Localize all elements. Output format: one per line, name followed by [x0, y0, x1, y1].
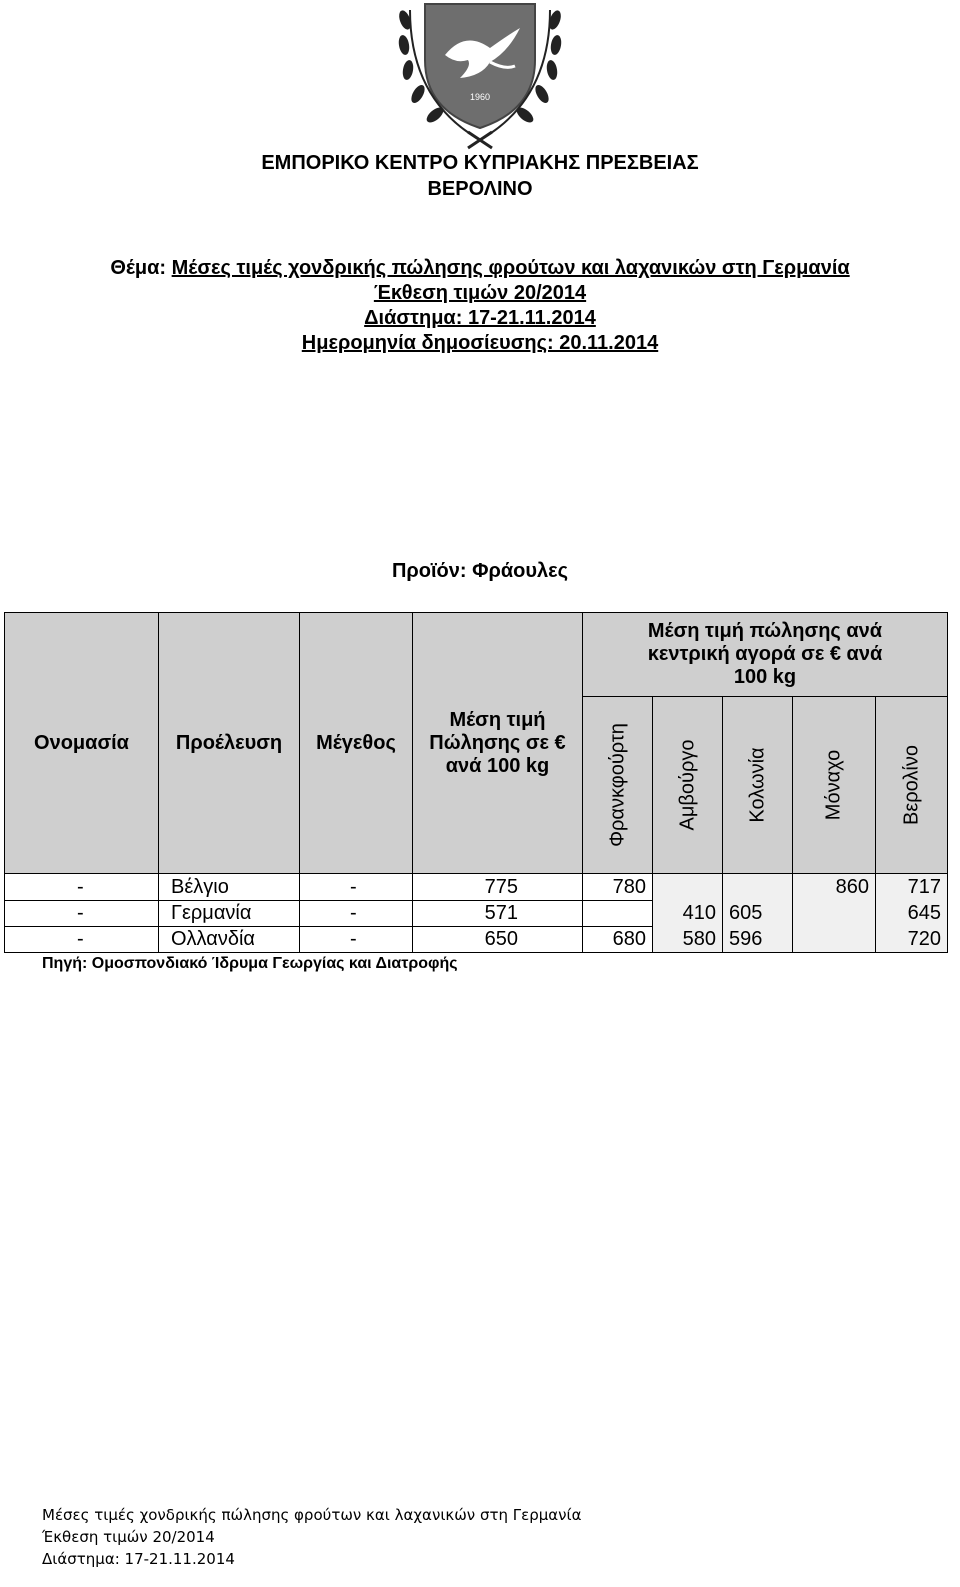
table-cell-size: - [299, 900, 413, 927]
market-label: Αμβούργο [676, 739, 698, 831]
source-note: Πηγή: Ομοσπονδιακό Ίδρυμα Γεωργίας και Διατροφής [42, 955, 458, 972]
table-cell-market-Αμβούργο: 410 [652, 900, 723, 927]
table-cell-name: - [4, 900, 159, 927]
footer-line-report: Έκθεση τιμών 20/2014 [42, 1528, 215, 1546]
table-cell-market-Βερολίνο: 720 [875, 926, 948, 953]
column-header-market-frankfurt [582, 696, 653, 874]
period-line [0, 307, 960, 330]
table-cell-market-Μόναχο: 860 [792, 874, 876, 901]
table-cell-size: - [299, 926, 413, 953]
table-cell-market-Αμβούργο [652, 874, 723, 901]
market-label: Βερολίνο [900, 745, 922, 825]
column-header-average-price: Μέση τιμή Πώλησης σε € ανά 100 kg [412, 612, 583, 874]
product-title: Προϊόν: Φράουλες [391, 560, 569, 582]
table-cell-market-Μόναχο [792, 900, 876, 927]
table-cell-name: - [4, 926, 159, 953]
column-header-market-cologne [722, 696, 793, 874]
period-text: Διάστημα: 17-21.11.2014 [364, 307, 596, 329]
column-header-origin: Προέλευση [158, 612, 300, 874]
table-cell-origin: Βέλγιο [158, 874, 300, 901]
table-cell-market-Μόναχο [792, 926, 876, 953]
table-cell-market-Αμβούργο: 580 [652, 926, 723, 953]
table-cell-market-Βερολίνο: 717 [875, 874, 948, 901]
organization-city: ΒΕΡΟΛΙΝΟ [427, 178, 533, 200]
table-cell-avg: 650 [412, 926, 583, 953]
organization-name: ΕΜΠΟΡΙΚΟ ΚΕΝΤΡΟ ΚΥΠΡΙΑΚΗΣ ΠΡΕΣΒΕΙΑΣ [261, 152, 699, 174]
column-header-market-berlin [875, 696, 948, 874]
table-cell-market-Φρανκφούρτη [582, 900, 653, 927]
footer-line-subject: Μέσες τιμές χονδρικής πώλησης φρούτων και λαχανικών στη Γερμανία [42, 1506, 582, 1524]
subject-line [0, 257, 960, 280]
footer-line-period: Διάστημα: 17-21.11.2014 [42, 1550, 235, 1568]
table-cell-market-Κολωνία: 596 [722, 926, 793, 953]
table-cell-market-Φρανκφούρτη: 680 [582, 926, 653, 953]
column-header-market-munich [792, 696, 876, 874]
table-cell-name: - [4, 874, 159, 901]
report-text: Έκθεση τιμών 20/2014 [373, 282, 587, 304]
table-cell-size: - [299, 874, 413, 901]
table-cell-origin: Ολλανδία [158, 926, 300, 953]
table-cell-avg: 571 [412, 900, 583, 927]
table-cell-market-Κολωνία: 605 [722, 900, 793, 927]
cyprus-emblem-logo [390, 0, 570, 150]
market-label: Κολωνία [746, 747, 768, 823]
column-header-name: Ονομασία [4, 612, 159, 874]
report-title [0, 282, 960, 305]
column-group-header-markets: Μέση τιμή πώλησης ανά κεντρική αγορά σε € ανά 100 kg [582, 612, 948, 697]
market-label: Μόναχο [822, 749, 845, 821]
emblem-year: 1960 [469, 92, 491, 102]
table-cell-origin: Γερμανία [158, 900, 300, 927]
column-header-size: Μέγεθος [299, 612, 413, 874]
table-cell-avg: 775 [412, 874, 583, 901]
market-label: Φρανκφούρτη [606, 723, 628, 847]
subject-label: Θέμα: [110, 257, 172, 279]
column-header-market-hamburg [652, 696, 723, 874]
publication-date [0, 332, 960, 355]
price-table [4, 612, 960, 952]
publication-date-text: Ημερομηνία δημοσίευσης: 20.11.2014 [301, 332, 659, 354]
table-cell-market-Κολωνία [722, 874, 793, 901]
table-cell-market-Βερολίνο: 645 [875, 900, 948, 927]
table-cell-market-Φρανκφούρτη: 780 [582, 874, 653, 901]
subject-text: Μέσες τιμές χονδρικής πώλησης φρούτων και λαχανικών στη Γερμανία [171, 257, 850, 279]
